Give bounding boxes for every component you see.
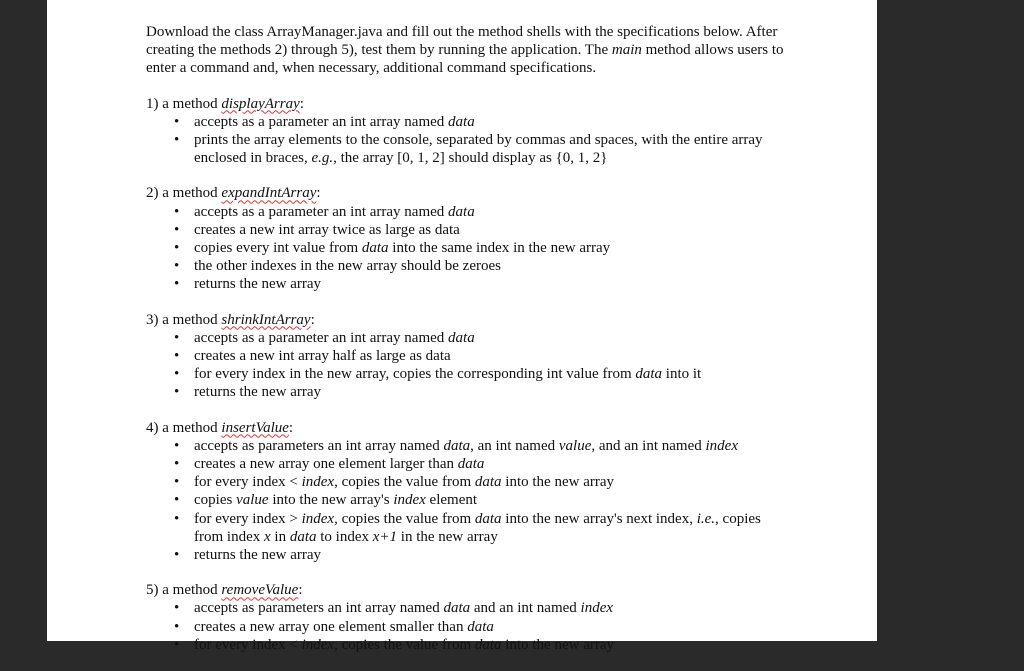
list-item	[146, 618, 786, 636]
text-run: , copies the value from	[334, 474, 475, 491]
list-item	[146, 473, 786, 491]
text-run: accepts as a parameter an int array named	[194, 203, 449, 220]
text-run: and an int named	[470, 600, 581, 617]
text-run: copies	[194, 492, 237, 509]
text-run: accepts as parameters an int array named	[194, 600, 444, 617]
italic-text: main	[611, 42, 642, 59]
italic-text: data	[289, 528, 317, 545]
list-item	[146, 221, 786, 239]
bullet-icon: •	[174, 329, 180, 346]
text-run: , and an int named	[591, 437, 706, 454]
list-item	[146, 275, 786, 293]
heading-prefix: 3) a method	[146, 311, 222, 328]
method-section	[146, 419, 786, 565]
method-section	[146, 581, 786, 654]
text-run: to index	[316, 528, 373, 545]
text-run: , copies the value from	[334, 510, 475, 527]
heading-prefix: 5) a method	[146, 582, 222, 599]
italic-text: index	[301, 636, 335, 653]
text-run: the other indexes in the new array should be zeroes	[194, 258, 501, 275]
italic-text: data	[443, 600, 471, 617]
text-run: into it	[662, 366, 702, 383]
italic-text: index	[580, 600, 614, 617]
method-heading	[146, 184, 786, 202]
text-run: copies every int value from	[194, 240, 362, 257]
list-item	[146, 599, 786, 617]
italic-text: data	[448, 113, 475, 130]
italic-text: data	[457, 456, 485, 473]
list-item	[146, 239, 786, 257]
method-heading	[146, 581, 786, 599]
text-run: accepts as parameters an int array named	[194, 437, 444, 454]
method-name: removeValue	[221, 582, 299, 599]
text-run: , an int named	[470, 437, 559, 454]
list-item	[146, 491, 786, 509]
bullet-icon: •	[174, 258, 180, 275]
bullet-icon: •	[174, 203, 180, 220]
bullet-icon: •	[174, 456, 180, 473]
bullet-icon: •	[174, 636, 180, 653]
text-run: creates a new int array twice as large as data	[194, 221, 460, 238]
bullet-icon: •	[174, 384, 180, 401]
italic-text: data	[635, 366, 663, 383]
italic-text: index	[393, 492, 426, 509]
bullet-list	[146, 203, 786, 294]
list-item	[146, 203, 786, 221]
text-run: for every index in the new array, copies the corresponding int value from	[194, 366, 636, 383]
text-run: , copies from index	[194, 510, 761, 545]
method-section	[146, 95, 786, 168]
list-item	[146, 347, 786, 365]
text-run: for every index <	[194, 636, 302, 653]
italic-text: data	[361, 240, 389, 257]
text-run: into the new array's next index,	[501, 510, 697, 527]
bullet-icon: •	[174, 547, 180, 564]
italic-text: value	[558, 437, 592, 454]
italic-text: data	[443, 437, 471, 454]
list-item	[146, 383, 786, 401]
text-run: Download the class ArrayManager.java and fill out the method shells with the specifications below. After creating the methods 2) through 5), test them by running the application. The	[146, 24, 778, 59]
italic-text: data	[474, 510, 502, 527]
text-run: into the same index in the new array	[388, 240, 611, 257]
bullet-icon: •	[174, 600, 180, 617]
italic-text: index	[301, 510, 335, 527]
bullet-icon: •	[174, 618, 180, 635]
method-name: expandIntArray	[221, 185, 317, 202]
heading-suffix: :	[288, 419, 294, 436]
heading-prefix: 4) a method	[146, 419, 222, 436]
method-heading	[146, 311, 786, 329]
list-item	[146, 455, 786, 473]
italic-text: index	[705, 437, 738, 454]
text-run: , copies the value from	[334, 636, 475, 653]
text-run: for every index <	[194, 474, 302, 491]
bullet-icon: •	[174, 348, 180, 365]
method-name: insertValue	[221, 419, 289, 436]
list-item	[146, 365, 786, 383]
list-item	[146, 636, 786, 654]
heading-prefix: 1) a method	[146, 95, 222, 112]
method-section	[146, 311, 786, 402]
text-run: for every index >	[194, 510, 302, 527]
text-run: in the new array	[397, 528, 498, 545]
list-item	[146, 510, 786, 546]
text-run: prints the array elements to the console, separated by commas and spaces, with the entire array enclosed in braces,	[194, 132, 763, 167]
italic-text: x	[263, 528, 271, 545]
text-run: returns the new array	[194, 547, 322, 564]
italic-text: data	[467, 618, 494, 635]
bullet-icon: •	[174, 113, 180, 130]
heading-suffix: :	[310, 311, 315, 328]
document-content	[146, 23, 786, 671]
italic-text: x+1	[372, 528, 398, 545]
text-run: creates a new array one element larger than	[194, 456, 458, 473]
italic-text: i.e.	[696, 510, 716, 527]
text-run: into the new array's	[268, 492, 394, 509]
bullet-icon: •	[174, 474, 180, 491]
text-run: returns the new array	[194, 276, 322, 293]
list-item	[146, 113, 786, 131]
bullet-icon: •	[174, 240, 180, 257]
bullet-icon: •	[174, 492, 180, 509]
bullet-icon: •	[174, 221, 180, 238]
method-heading	[146, 95, 786, 113]
text-run: creates a new array one element smaller than	[194, 618, 468, 635]
bullet-icon: •	[174, 510, 180, 527]
bullet-list	[146, 329, 786, 402]
method-sections	[146, 95, 786, 654]
list-item	[146, 329, 786, 347]
italic-text: data	[448, 203, 475, 220]
italic-text: value	[236, 492, 269, 509]
method-name: displayArray	[221, 95, 300, 112]
heading-suffix: :	[299, 95, 304, 112]
text-run: method allows users to enter a command and, when necessary, additional command specifications.	[146, 42, 784, 77]
italic-text: index	[301, 474, 335, 491]
text-run: accepts as a parameter an int array named	[194, 113, 449, 130]
italic-text: data	[474, 636, 502, 653]
italic-text: e.g.	[311, 150, 334, 167]
method-heading	[146, 419, 786, 437]
text-run: creates a new int array half as large as data	[194, 348, 451, 365]
text-run: , the array [0, 1, 2] should display as {0, 1, 2}	[333, 150, 608, 167]
bullet-icon: •	[174, 276, 180, 293]
bullet-list	[146, 437, 786, 564]
bullet-icon: •	[174, 437, 180, 454]
bullet-list	[146, 599, 786, 654]
list-item	[146, 546, 786, 564]
method-section	[146, 184, 786, 293]
document-page	[47, 0, 877, 653]
bullet-icon: •	[174, 132, 180, 149]
text-run: element	[425, 492, 478, 509]
list-item	[146, 131, 786, 167]
method-name: shrinkIntArray	[221, 311, 311, 328]
list-item	[146, 437, 786, 455]
list-item	[146, 257, 786, 275]
heading-suffix: :	[316, 185, 321, 202]
italic-text: data	[448, 329, 475, 346]
text-run: accepts as a parameter an int array named	[194, 329, 449, 346]
intro-paragraph	[146, 23, 786, 78]
text-run: into the new array	[501, 474, 615, 491]
heading-suffix: :	[298, 582, 303, 599]
bullet-icon: •	[174, 366, 180, 383]
text-run: returns the new array	[194, 384, 322, 401]
heading-prefix: 2) a method	[146, 185, 222, 202]
bullet-list	[146, 113, 786, 168]
italic-text: data	[474, 474, 502, 491]
text-run: in	[270, 528, 290, 545]
text-run: into the new array	[501, 636, 615, 653]
